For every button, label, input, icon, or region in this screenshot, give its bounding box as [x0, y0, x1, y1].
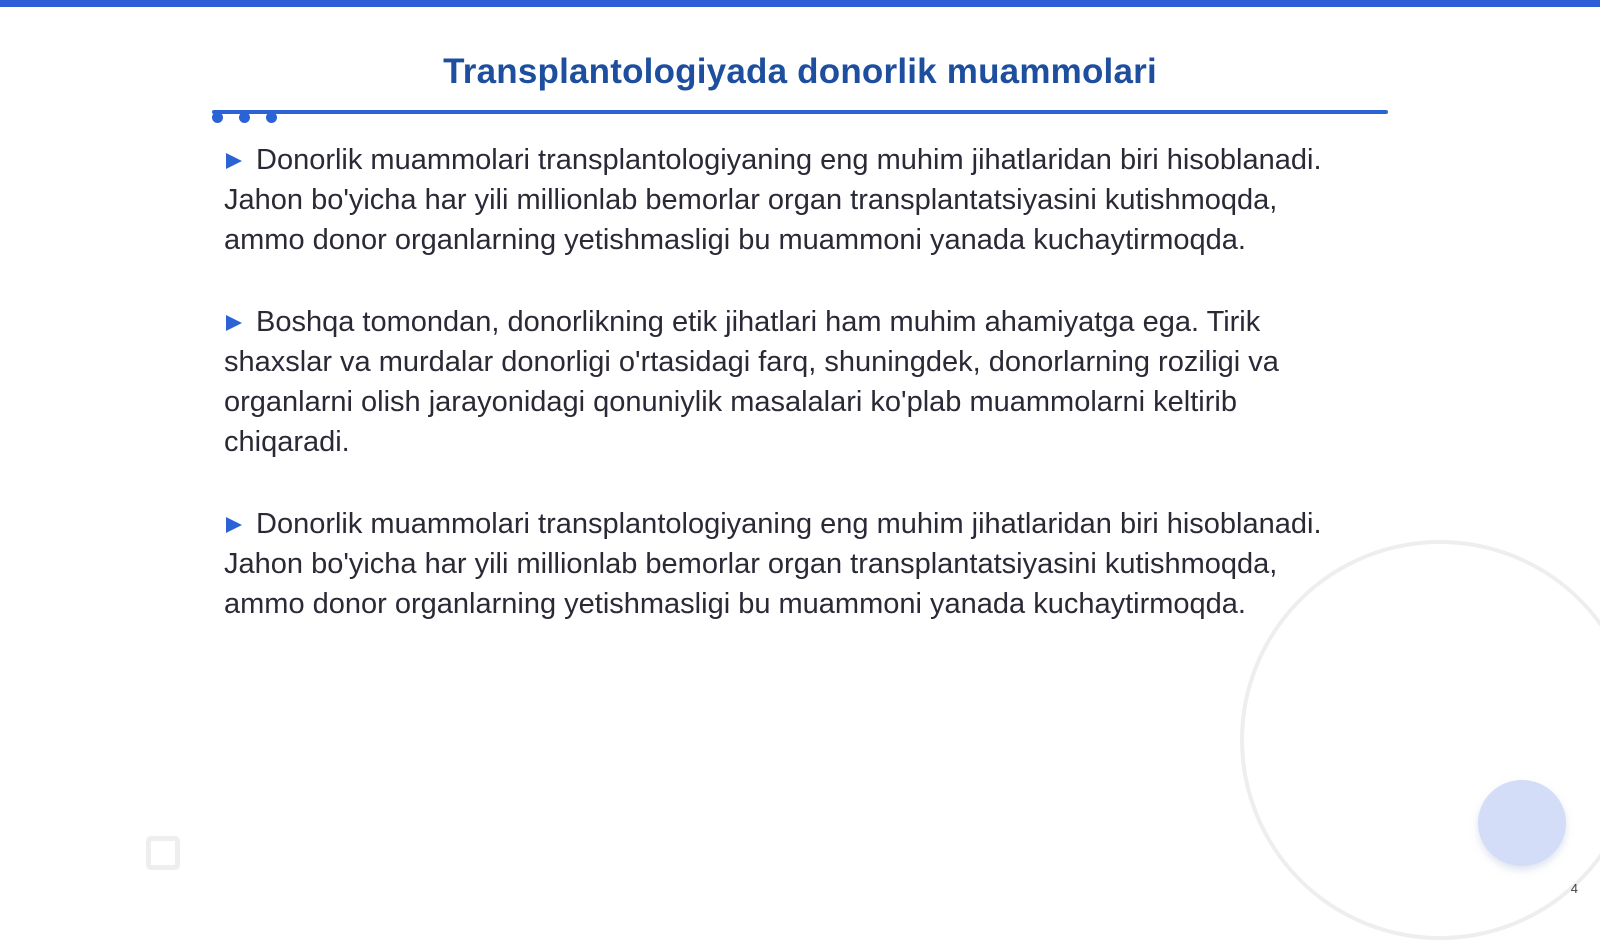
- triangle-right-icon: [224, 517, 246, 533]
- bullet-text: Donorlik muammolari transplantologiyaning eng muhim jihatlaridan biri hisoblanadi. Jahon bo'yicha har yili millionlab bemorlar organ transplantatsiyasini kutishmoqda, ammo donor organlarning yetishmasligi bu muammoni yanada kuchaytirmoqda.: [224, 144, 1322, 256]
- decorative-dot: [212, 112, 223, 123]
- triangle-right-icon: [224, 315, 246, 331]
- decorative-square: [146, 836, 180, 870]
- top-accent-bar: [0, 0, 1600, 7]
- decorative-dot: [239, 112, 250, 123]
- bullet-item: [224, 302, 1344, 462]
- decorative-dot: [266, 112, 277, 123]
- triangle-right-icon: [224, 153, 246, 169]
- slide-title: Transplantologiyada donorlik muammolari: [443, 52, 1157, 91]
- bullet-item: [224, 140, 1344, 260]
- bullet-list: [224, 140, 1344, 666]
- bullet-text: Boshqa tomondan, donorlikning etik jihatlari ham muhim ahamiyatga ega. Tirik shaxslar va murdalar donorligi o'rtasidagi farq, shuningdek, donorlarning roziligi va organlarni olish jarayonidagi qonuniylik masalalari ko'plab muammolarni keltirib chiqaradi.: [224, 306, 1279, 458]
- title-underline: [212, 110, 1388, 114]
- bullet-text: Donorlik muammolari transplantologiyaning eng muhim jihatlaridan biri hisoblanadi. Jahon bo'yicha har yili millionlab bemorlar organ transplantatsiyasini kutishmoqda, ammo donor organlarning yetishmasligi bu muammoni yanada kuchaytirmoqda.: [224, 508, 1322, 620]
- bullet-item: [224, 504, 1344, 624]
- decorative-blue-circle: [1478, 780, 1566, 866]
- page-number: 4: [1570, 881, 1578, 896]
